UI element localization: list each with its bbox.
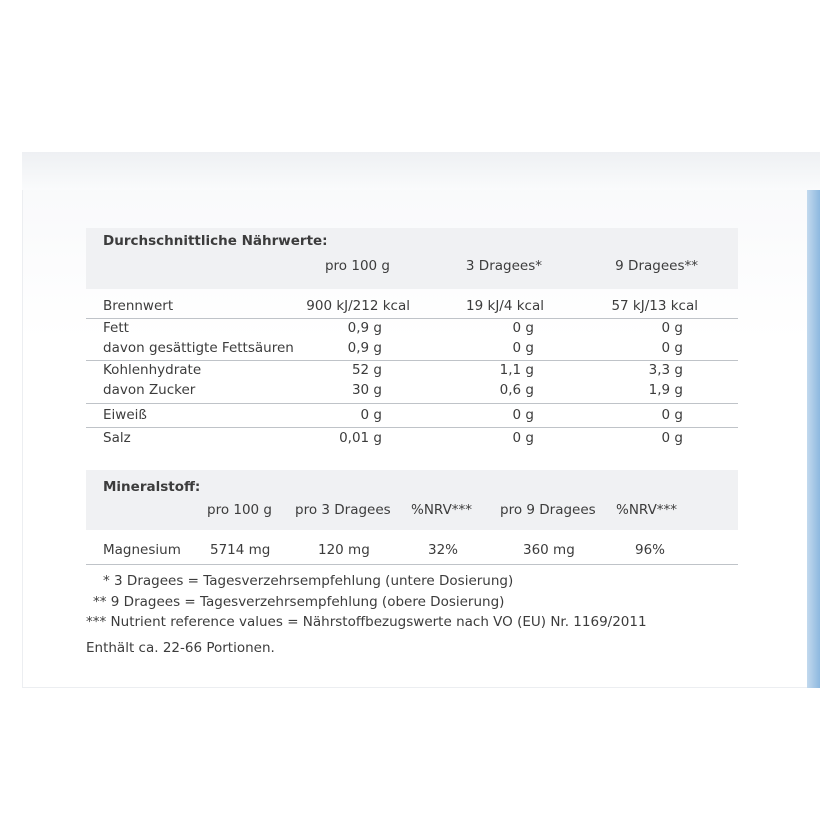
portions-note: Enthält ca. 22-66 Portionen. [86, 640, 275, 656]
nutrition-row-label: Eiweiß [103, 407, 147, 423]
footnote: * 3 Dragees = Tagesverzehrsempfehlung (untere Dosierung) [103, 573, 514, 589]
nutrition-cell: 0 g [360, 407, 382, 423]
nutrition-col-header: 9 Dragees** [615, 258, 698, 274]
box-top-edge [22, 152, 820, 190]
nutrition-cell: 3,3 g [648, 362, 683, 378]
nutrition-row-label: davon gesättigte Fettsäuren [103, 340, 294, 356]
nutrition-cell: 0 g [661, 407, 683, 423]
nutrition-cell: 0 g [512, 407, 534, 423]
table-rule [86, 360, 738, 361]
nutrition-col-header: pro 100 g [324, 258, 390, 274]
nutrition-cell: 0 g [661, 320, 683, 336]
mineral-cell: 96% [635, 542, 666, 558]
nutrition-row-label: Brennwert [103, 298, 174, 314]
nutrition-row-label: Salz [103, 430, 131, 446]
nutrition-cell: 0 g [512, 320, 534, 336]
mineral-row-label: Magnesium [103, 542, 181, 558]
mineral-cell: 32% [428, 542, 459, 558]
nutrition-row-label: Fett [103, 320, 129, 336]
nutrition-cell: 0,01 g [339, 430, 382, 446]
nutrition-row-label: davon Zucker [103, 382, 196, 398]
nutrition-col-header: 3 Dragees* [465, 258, 542, 274]
nutrition-row-label: Kohlenhydrate [103, 362, 202, 378]
nutrition-cell: 0,9 g [347, 320, 382, 336]
nutrition-cell: 900 kJ/212 kcal [306, 298, 410, 314]
nutrition-cell: 0 g [661, 340, 683, 356]
nutrition-cell: 19 kJ/4 kcal [466, 298, 544, 314]
nutrition-cell: 1,9 g [648, 382, 683, 398]
table-rule [86, 403, 738, 404]
mineral-cell: 5714 mg [210, 542, 271, 558]
nutrition-cell: 0 g [661, 430, 683, 446]
table-rule [86, 564, 738, 565]
box-blue-side-edge [807, 190, 820, 688]
table-rule [86, 427, 738, 428]
nutrition-cell: 0 g [512, 430, 534, 446]
mineral-col-header: pro 3 Dragees [295, 502, 391, 518]
nutrition-cell: 0,6 g [499, 382, 534, 398]
nutrition-cell: 30 g [351, 382, 382, 398]
mineral-cell: 120 mg [318, 542, 370, 558]
nutrition-cell: 57 kJ/13 kcal [611, 298, 698, 314]
nutrition-cell: 1,1 g [499, 362, 534, 378]
footnote: ** 9 Dragees = Tagesverzehrsempfehlung (obere Dosierung) [93, 594, 505, 610]
mineral-col-header: pro 100 g [207, 502, 273, 518]
mineral-col-header: pro 9 Dragees [500, 502, 596, 518]
mineral-cell: 360 mg [523, 542, 575, 558]
footnote: *** Nutrient reference values = Nährstoffbezugswerte nach VO (EU) Nr. 1169/2011 [86, 614, 647, 630]
mineral-col-header: %NRV*** [411, 502, 473, 518]
mineral-col-header: %NRV*** [616, 502, 678, 518]
mineral-title: Mineralstoff: [103, 479, 201, 495]
nutrition-title: Durchschnittliche Nährwerte: [103, 233, 328, 249]
nutrition-cell: 0 g [512, 340, 534, 356]
nutrition-cell: 52 g [351, 362, 382, 378]
table-rule [86, 318, 738, 319]
nutrition-cell: 0,9 g [347, 340, 382, 356]
